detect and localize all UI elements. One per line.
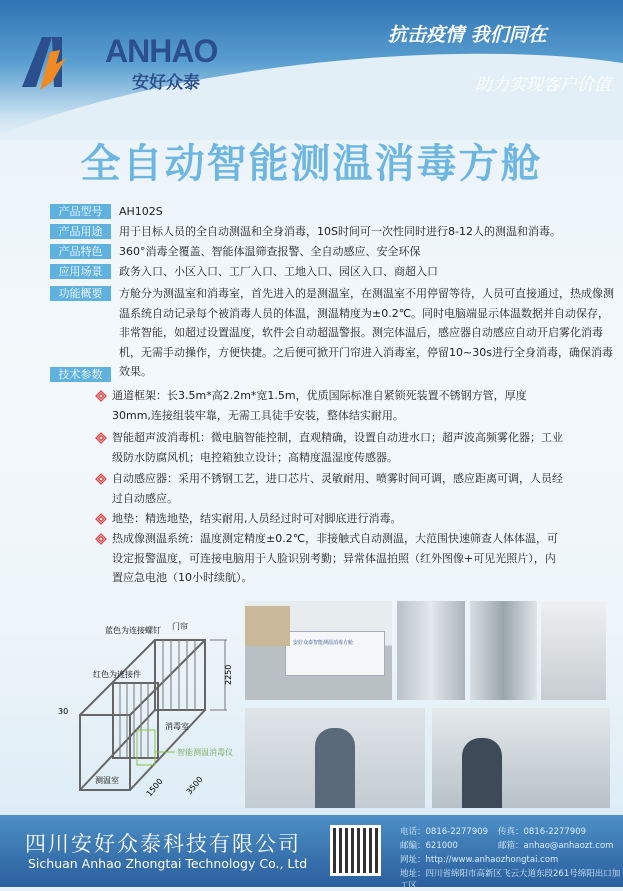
slogan: 抗击疫情 我们同在 — [388, 24, 547, 46]
footer — [0, 815, 623, 891]
tech-item-text: 自动感应器：采用不锈钢工艺，进口芯片、灵敏耐用、喷雾时间可调，感应距离可调，人员经过自动感应。 — [112, 472, 563, 505]
spec-row-usage — [50, 224, 619, 242]
spec-value: 政务入口、小区入口、工厂入口、工地入口、园区入口、商超入口 — [119, 265, 438, 278]
diagram-height: 2250 — [224, 664, 233, 685]
product-photo-exterior — [245, 601, 392, 700]
product-photo-interior-1 — [397, 601, 465, 700]
diagram-thickness: 30 — [58, 707, 69, 716]
spec-value: AH102S — [119, 205, 163, 218]
footer-tel: 电话：0816-2277909 — [400, 827, 489, 837]
spec-value: 方舱分为测温室和消毒室，首先进入的是测温室，在测温室不用停留等待，人员可直接通过，热成像测温系统自动记录每个被消毒人员的体温，测温精度为±0.2℃。同时电脑端显示体温数据并自动保存，非常智能，如超过设置温度，软件会自动超温警报。测完体温后，感应器自动感应自动开启雾化消毒机，无需手动操作，方便快捷。之后便可掀开门帘进入消毒室，停留10~30s进行全身消毒，确保消毒效果。 — [119, 287, 614, 378]
product-photo-people-1 — [245, 708, 425, 808]
tech-label: 技术参数 — [50, 367, 111, 382]
company-name-cn: 四川安好众泰科技有限公司 — [25, 832, 301, 856]
tech-item — [95, 428, 565, 467]
spec-row-overview — [50, 286, 619, 382]
diagram-label-red: 红色为连接件 — [93, 670, 141, 679]
diagram-label-blue: 蓝色为连接螺钉 — [105, 626, 161, 635]
tech-item — [95, 509, 565, 529]
product-photo-interior-2 — [470, 601, 537, 700]
diagram-length: 3500 — [184, 774, 205, 797]
spec-row-model — [50, 204, 619, 222]
diamond-bullet-icon — [95, 473, 107, 485]
page-title: 全自动智能测温消毒方舱 — [80, 141, 543, 187]
anhao-logo-icon — [22, 32, 82, 92]
diamond-bullet-icon — [95, 533, 107, 545]
spec-label: 产品型号 — [50, 204, 111, 219]
tech-item-text: 地垫：精选地垫，结实耐用,人员经过时可对脚底进行消毒。 — [112, 512, 402, 525]
diamond-bullet-icon — [95, 390, 107, 402]
photo-sign: 安好众泰智能测温消毒方舱 — [293, 640, 354, 646]
tech-header — [50, 367, 119, 382]
company-name-en: Sichuan Anhao Zhongtai Technology Co., Ltd — [28, 856, 308, 871]
spec-label: 产品用途 — [50, 224, 111, 239]
structure-diagram — [55, 605, 245, 805]
product-photo-camera — [541, 601, 606, 700]
spec-row-scenarios — [50, 264, 619, 282]
spec-label: 产品特色 — [50, 244, 111, 259]
footer-fax: 传真：0816-2277909 — [498, 827, 587, 837]
product-photo-people-2 — [432, 708, 610, 808]
header-banner — [0, 0, 623, 140]
spec-value: 用于目标人员的全自动测温和全身消毒，10S时间可一次性同时进行8-12人的测温和消毒。 — [119, 225, 561, 238]
brand-name-cn: 安好众泰 — [132, 73, 200, 93]
footer-website[interactable]: 网址：http://www.anhaozhongtai.com — [400, 855, 559, 865]
tech-item-text: 热成像测温系统：温度测定精度±0.2℃，非接触式自动测温，大范围快速筛查人体体温，可设定报警温度，可连接电脑用于人脸识别考勤；异常体温拍照（红外图像+可见光照片），内置应急电池（10小时续航）。 — [112, 532, 559, 584]
tech-item-text: 智能超声波消毒机：微电脑智能控制，直观精确，设置自动进水口；超声波高频雾化器；工业级防水防腐风机；电控箱独立设计；高精度温湿度传感器。 — [112, 431, 563, 464]
diagram-disinfect-room: 消毒室 — [165, 722, 189, 731]
brand-name: ANHAO — [105, 33, 218, 69]
footer-email[interactable]: 邮箱：anhao@anhaozt.com — [498, 841, 614, 851]
tech-item — [95, 529, 565, 588]
diagram-device: 智能测温消毒仪 — [177, 748, 233, 757]
tech-item — [95, 386, 565, 425]
diamond-bullet-icon — [95, 513, 107, 525]
diagram-temp-room: 测温室 — [95, 776, 119, 785]
diagram-label-door: 门帘 — [172, 622, 188, 631]
spec-row-features — [50, 244, 619, 262]
slogan-secondary: 助力实现客户价值 — [475, 75, 611, 95]
tech-item-text: 通道框架：长3.5m*高2.2m*宽1.5m，优质国际标准自紧锁死装置不锈钢方管，厚度30mm,连接组装牢靠，无需工具徒手安装，整体结实耐用。 — [112, 389, 527, 422]
diamond-bullet-icon — [95, 432, 107, 444]
tech-item — [95, 469, 565, 508]
spec-value: 360°消毒全覆盖、智能体温筛查报警、全自动感应、安全环保 — [119, 245, 421, 258]
diagram-width: 1500 — [144, 776, 165, 799]
qr-code-icon[interactable] — [330, 825, 381, 876]
spec-label: 应用场景 — [50, 264, 111, 279]
footer-address: 地址：四川省绵阳市高新区飞云大道东段261号绵阳出口加工区 — [400, 869, 621, 891]
spec-label: 功能概要 — [50, 286, 111, 301]
footer-zip: 邮编：621000 — [400, 841, 458, 851]
